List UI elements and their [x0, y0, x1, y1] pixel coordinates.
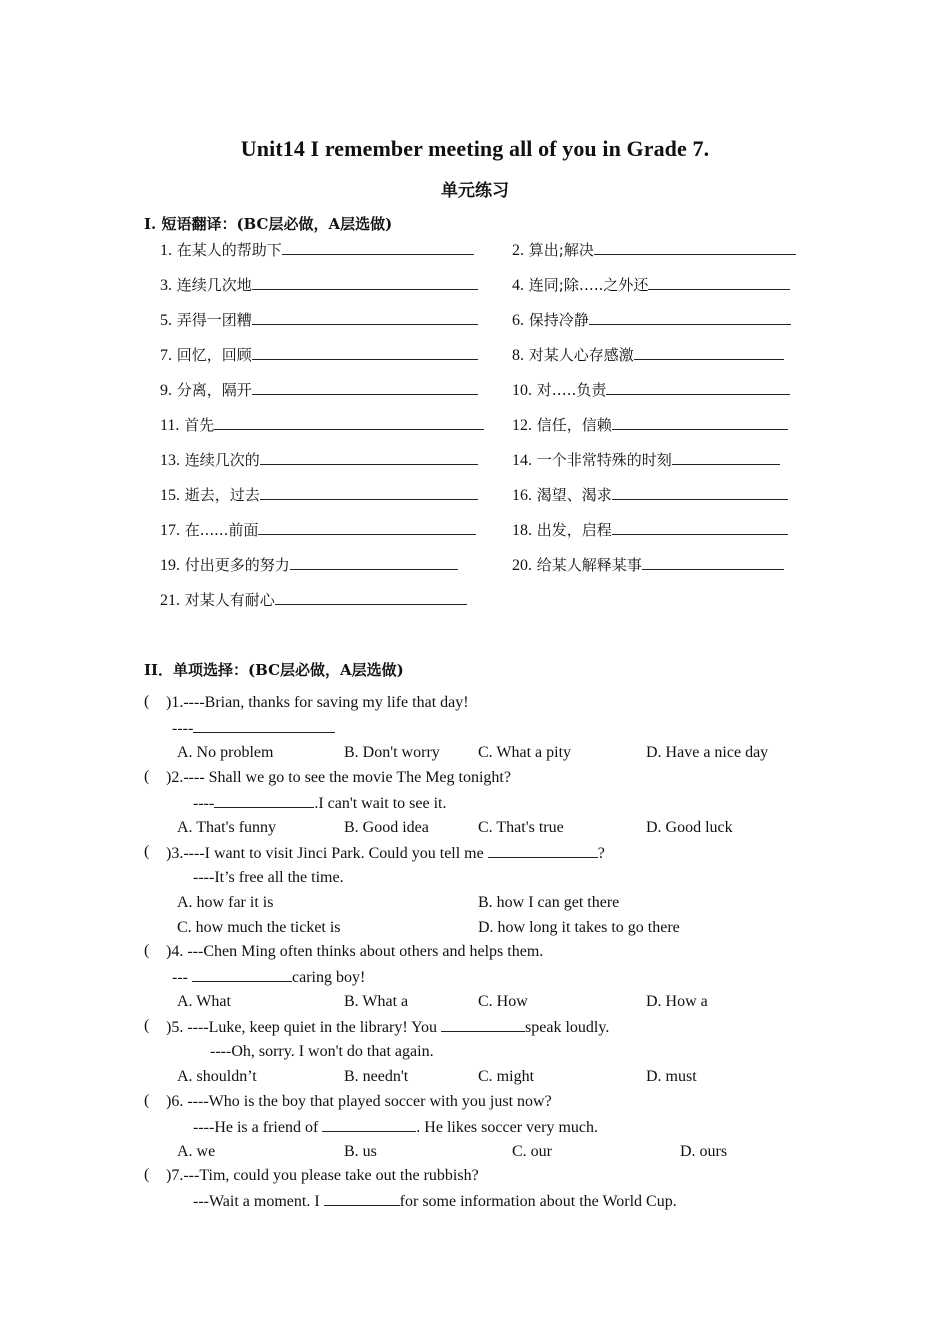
option-c[interactable]: C. might [478, 1068, 535, 1085]
question-prefix: )3.----I want to visit Jinci Park. Could you tell me [166, 845, 488, 862]
option-a[interactable]: A. No problem [177, 744, 274, 761]
answer-blank[interactable] [290, 554, 458, 570]
phrase-num: 20. [512, 557, 532, 574]
answer-blank[interactable] [612, 484, 788, 500]
answer-blank[interactable] [260, 484, 478, 500]
answer-paren[interactable]: ( [144, 843, 150, 860]
phrase-num: 5. [160, 312, 172, 329]
phrase-item [512, 239, 796, 260]
phrase-num: 10. [512, 382, 532, 399]
phrase-text: 给某人解释某事 [536, 556, 642, 574]
phrase-num: 18. [512, 522, 532, 539]
phrase-item [512, 274, 790, 295]
phrase-text: 对…..负责 [536, 381, 607, 399]
phrase-num: 8. [512, 347, 524, 364]
phrase-num: 2. [512, 242, 524, 259]
option-a[interactable]: A. What [177, 993, 231, 1010]
phrase-num: 9. [160, 382, 172, 399]
answer-paren[interactable]: ( [144, 1166, 150, 1183]
answer-blank[interactable] [612, 519, 788, 535]
response-prefix: --- [172, 969, 192, 986]
phrase-item [512, 484, 788, 505]
phrase-text: 出发，启程 [536, 521, 612, 539]
answer-blank[interactable] [642, 554, 784, 570]
option-b[interactable]: B. Don't worry [344, 744, 440, 761]
question-6: )6. ----Who is the boy that played soccer with you just now? [166, 1093, 552, 1110]
option-b[interactable]: B. us [344, 1143, 377, 1160]
phrase-item [160, 344, 478, 365]
phrase-text: 信任，信赖 [536, 416, 612, 434]
answer-blank[interactable] [252, 274, 478, 290]
section2-heading: II．单项选择：(BC层必做，A层选做) [144, 661, 404, 679]
option-c[interactable]: C. how much the ticket is [177, 919, 341, 936]
phrase-item [160, 309, 478, 330]
response-suffix: . He likes soccer very much. [416, 1119, 598, 1136]
option-d[interactable]: D. ours [680, 1143, 728, 1160]
phrase-text: 付出更多的努力 [184, 556, 290, 574]
answer-blank[interactable] [252, 309, 478, 325]
response-4 [172, 967, 365, 988]
phrase-text: 回忆，回顾 [176, 346, 252, 364]
section1-heading: I. 短语翻译：(BC层必做，A层选做) [144, 215, 393, 233]
phrase-item [160, 589, 467, 610]
answer-paren[interactable]: ( [144, 942, 150, 959]
response-prefix: ---- [172, 720, 194, 737]
option-b[interactable]: B. needn't [344, 1068, 409, 1085]
option-a[interactable]: A. That's funny [177, 819, 277, 836]
question-4: )4. ---Chen Ming often thinks about others and helps them. [166, 943, 544, 960]
phrase-text: 渴望、渴求 [536, 486, 612, 504]
question-5 [166, 1017, 609, 1038]
response-suffix: for some information about the World Cup. [399, 1193, 677, 1210]
phrase-num: 17. [160, 522, 180, 539]
response-prefix: ----He is a friend of [193, 1119, 323, 1136]
answer-blank[interactable] [606, 379, 790, 395]
question-suffix: speak loudly. [525, 1019, 610, 1036]
page-title: Unit14 I remember meeting all of you in Grade 7. [240, 136, 710, 161]
option-a[interactable]: A. how far it is [177, 894, 274, 911]
question-7: )7.---Tim, could you please take out the rubbish? [166, 1167, 479, 1184]
phrase-text: 算出;解决 [528, 241, 594, 259]
phrase-item [160, 379, 478, 400]
response-prefix: ---- [193, 795, 215, 812]
phrase-text: 分离，隔开 [176, 381, 252, 399]
answer-blank[interactable] [192, 967, 292, 982]
phrase-item [512, 554, 784, 575]
answer-blank[interactable] [258, 519, 476, 535]
answer-blank[interactable] [594, 239, 796, 255]
page-subtitle: 单元练习 [441, 181, 509, 201]
phrase-text: 对某人有耐心 [184, 591, 275, 609]
phrase-item [160, 414, 484, 435]
phrase-num: 1. [160, 242, 172, 259]
phrase-num: 3. [160, 277, 172, 294]
question-1: )1.----Brian, thanks for saving my life that day! [166, 694, 469, 711]
question-3 [166, 843, 605, 864]
response-5: ----Oh, sorry. I won't do that again. [210, 1043, 434, 1060]
option-c[interactable]: C. our [512, 1143, 552, 1160]
response-suffix: .I can't wait to see it. [314, 795, 447, 812]
response-2 [193, 793, 446, 814]
phrase-item [160, 239, 474, 260]
option-b[interactable]: B. What a [344, 993, 409, 1010]
question-suffix: ? [597, 845, 605, 862]
phrase-num: 13. [160, 452, 180, 469]
answer-paren[interactable]: ( [144, 1017, 150, 1034]
answer-blank[interactable] [275, 589, 467, 605]
phrase-item [160, 274, 478, 295]
phrase-text: 在某人的帮助下 [176, 241, 282, 259]
phrase-num: 19. [160, 557, 180, 574]
phrase-text: 连同;除…..之外还 [528, 276, 649, 294]
phrase-num: 16. [512, 487, 532, 504]
phrase-item [512, 519, 788, 540]
phrase-text: 一个非常特殊的时刻 [536, 451, 672, 469]
phrase-item [160, 484, 478, 505]
answer-blank[interactable] [214, 414, 484, 430]
answer-paren[interactable]: ( [144, 1092, 150, 1109]
response-6 [193, 1117, 598, 1138]
response-1 [172, 718, 335, 739]
phrase-num: 11. [160, 417, 180, 434]
phrase-text: 连续几次的 [184, 451, 260, 469]
option-d[interactable]: D. How a [646, 993, 708, 1010]
phrase-item [160, 519, 476, 540]
answer-blank[interactable] [260, 449, 478, 465]
phrase-text: 连续几次地 [176, 276, 252, 294]
question-prefix: )5. ----Luke, keep quiet in the library! You [166, 1019, 442, 1036]
answer-blank[interactable] [282, 239, 474, 255]
answer-blank[interactable] [672, 449, 780, 465]
response-7 [193, 1191, 677, 1212]
phrase-text: 在......前面 [184, 521, 259, 539]
phrase-num: 7. [160, 347, 172, 364]
answer-blank[interactable] [612, 414, 788, 430]
phrase-num: 6. [512, 312, 524, 329]
phrase-text: 对某人心存感激 [528, 346, 634, 364]
answer-blank[interactable] [634, 344, 784, 360]
option-d[interactable]: D. Good luck [646, 819, 733, 836]
answer-paren[interactable]: ( [144, 768, 150, 785]
answer-paren[interactable]: ( [144, 693, 150, 710]
phrase-text: 首先 [184, 416, 215, 434]
phrase-num: 12. [512, 417, 532, 434]
option-a[interactable]: A. we [177, 1143, 216, 1160]
answer-blank[interactable] [488, 843, 598, 858]
phrase-item [160, 449, 478, 470]
phrase-item [160, 554, 458, 575]
answer-blank[interactable] [252, 344, 478, 360]
answer-blank[interactable] [322, 1117, 416, 1132]
phrase-item [512, 414, 788, 435]
answer-blank[interactable] [252, 379, 478, 395]
question-2: )2.---- Shall we go to see the movie The Meg tonight? [166, 769, 511, 786]
phrase-item [512, 379, 790, 400]
option-c[interactable]: C. What a pity [478, 744, 572, 761]
option-d[interactable]: D. must [646, 1068, 697, 1085]
phrase-num: 4. [512, 277, 524, 294]
response-3: ----It’s free all the time. [193, 869, 344, 886]
answer-blank[interactable] [214, 793, 314, 808]
response-prefix: ---Wait a moment. I [193, 1193, 324, 1210]
option-a[interactable]: A. shouldn’t [177, 1068, 257, 1085]
answer-blank[interactable] [324, 1191, 400, 1206]
phrase-item [512, 344, 784, 365]
phrase-item [512, 309, 791, 330]
response-suffix: caring boy! [291, 969, 366, 986]
option-c[interactable]: C. How [478, 993, 528, 1010]
phrase-item [512, 449, 780, 470]
option-b[interactable]: B. Good idea [344, 819, 429, 836]
phrase-num: 15. [160, 487, 180, 504]
answer-blank[interactable] [589, 309, 791, 325]
option-c[interactable]: C. That's true [478, 819, 564, 836]
answer-blank[interactable] [193, 718, 335, 733]
phrase-text: 弄得一团糟 [176, 311, 252, 329]
option-d[interactable]: D. Have a nice day [646, 744, 769, 761]
phrase-num: 21. [160, 592, 180, 609]
answer-blank[interactable] [648, 274, 790, 290]
phrase-num: 14. [512, 452, 532, 469]
phrase-text: 保持冷静 [528, 311, 589, 329]
answer-blank[interactable] [441, 1017, 525, 1032]
option-d[interactable]: D. how long it takes to go there [478, 919, 680, 936]
option-b[interactable]: B. how I can get there [478, 894, 620, 911]
phrase-text: 逝去，过去 [184, 486, 260, 504]
